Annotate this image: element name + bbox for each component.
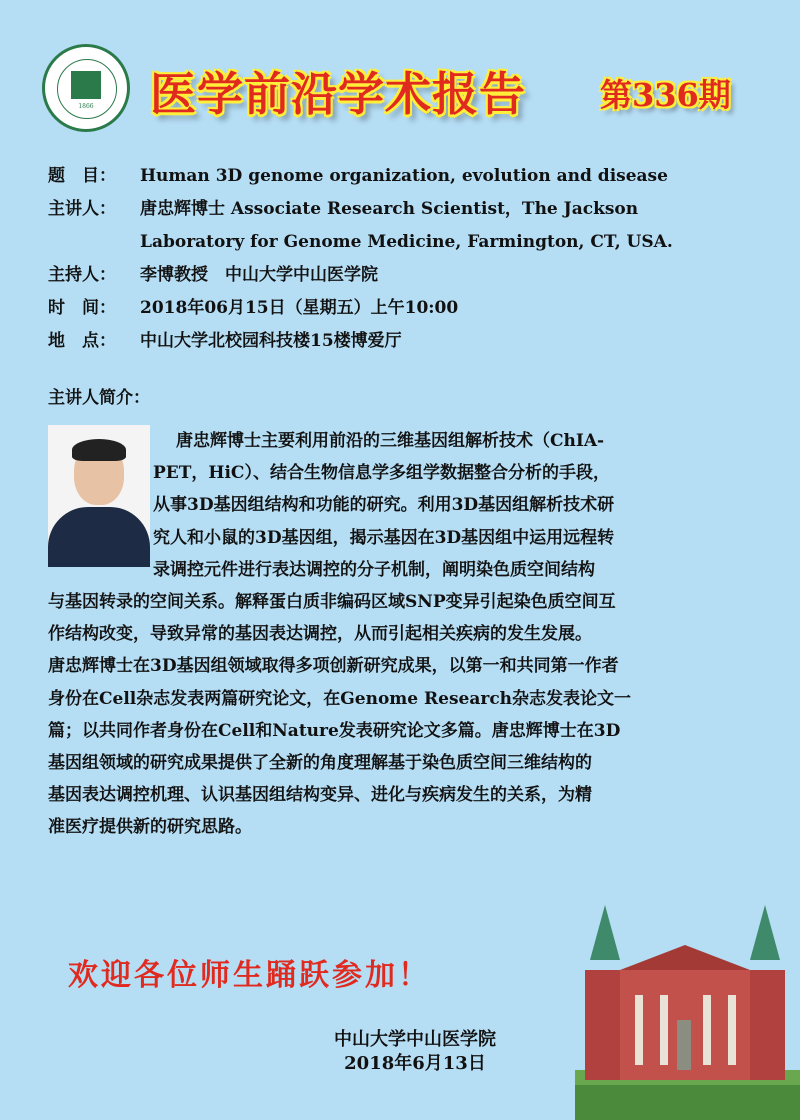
campus-building-image xyxy=(575,900,800,1120)
info-host: 主持人： 李博教授 中山大学中山医学院 xyxy=(48,265,378,285)
bio-text: 唐忠辉博士主要利用前沿的三维基因组解析技术（ChIA- PET，HiC）、结合生物信息学多组学数据整合分析的手段， 从事3D基因组结构和功能的研究。利用3D基因组解析技术研 究人和小鼠的3D基因组，揭示基因在3D基因组中运用远程转 录调控元件进行表达调控的分子机制，阐明染色质空间结构 与基因转录的空间关系。解释蛋白质非编码区域SNP变异引起染色质空间互 作结构改变，导致异常的基因表达调控，从而引起相关疾病的发生发展。 唐忠辉博士在3D基因组领域取得多项创新研究成果，以第一和共同第一作者 身份在Cell杂志发表两篇研究论文，在Genome Research杂志发表论文一 篇；以共同作者身份在Cell和Nature发表研究论文多篇。唐忠辉博士在3D 基因组领域的研究成果提供了全新的角度理解基于染色质空间三维结构的 基因表达调控机理、认识基因组结构变异、进化与疾病发生的关系，为精 准医疗提供新的研究思路。 xyxy=(48,431,632,838)
info-section xyxy=(48,160,673,358)
info-speaker: 主讲人： 唐忠辉博士 Associate Research Scientist，The Jackson xyxy=(48,199,639,219)
poster-title: 医学前沿学术报告 xyxy=(150,67,526,121)
info-topic: 题 目： Human 3D genome organization, evolution and disease xyxy=(48,166,668,186)
welcome-message: 欢迎各位师生踊跃参加！ xyxy=(68,958,431,993)
bio-heading: 主讲人简介： xyxy=(48,388,150,408)
organizer: 中山大学中山医学院 2018年6月13日 xyxy=(334,1029,496,1074)
issue-number: 第336期 xyxy=(600,76,731,114)
info-location: 地 点： 中山大学北校园科技楼15楼博爱厅 xyxy=(48,331,402,351)
info-time: 时 间： 2018年06月15日（星期五）上午10:00 xyxy=(48,298,459,318)
info-speaker-cont: Laboratory for Genome Medicine, Farmington, CT, USA. xyxy=(140,232,673,252)
university-logo: 1866 xyxy=(42,44,130,132)
